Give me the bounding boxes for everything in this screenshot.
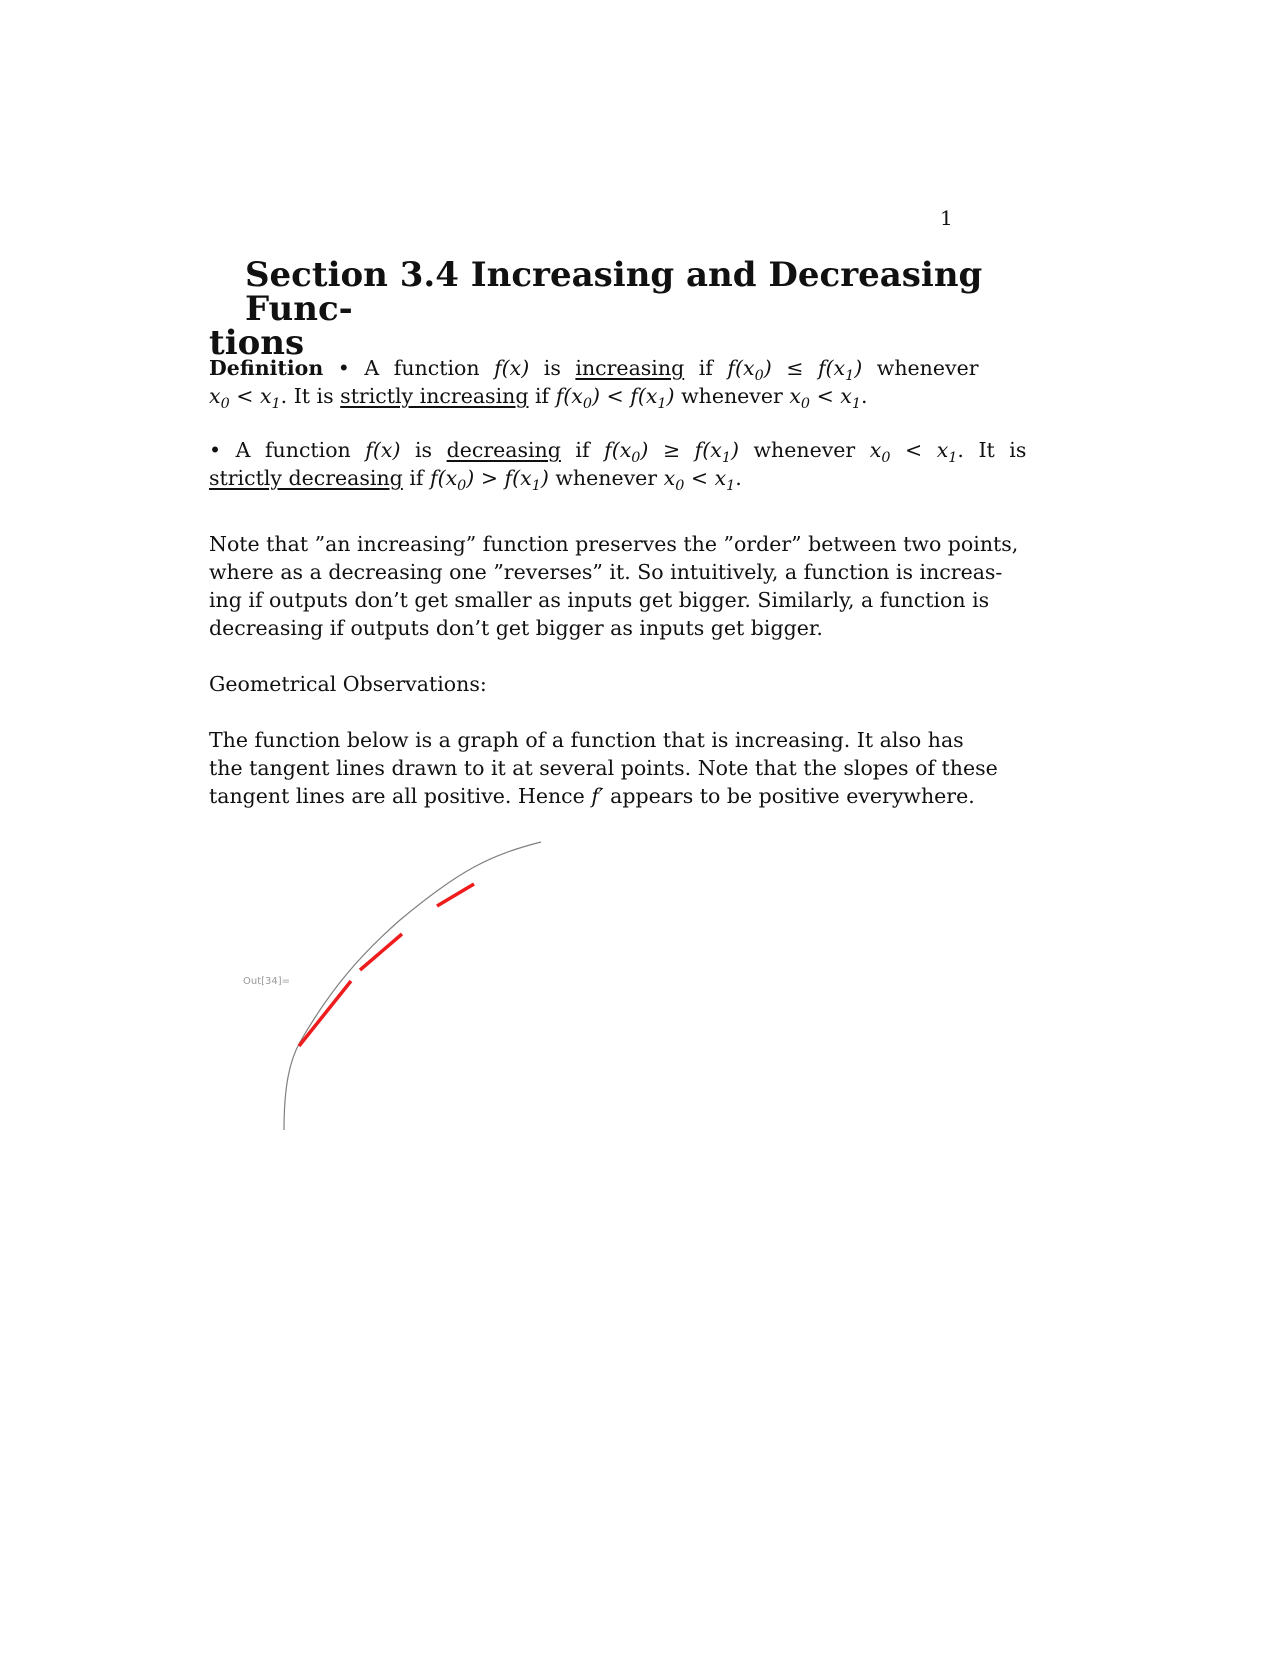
note-line-2: where as a decreasing one ”reverses” it. So intuitively, a function is increas- — [209, 560, 1003, 584]
text: if — [409, 466, 424, 490]
math-lt: < — [236, 384, 254, 408]
definition-label: Definition — [209, 356, 324, 380]
observation-line-1: The function below is a graph of a function that is increasing. It also has — [209, 728, 964, 752]
math-f-x0: $f(x_0)$ — [555, 384, 600, 413]
section-title-line-2: tions — [209, 323, 305, 363]
text: A function — [235, 438, 351, 462]
text: is — [543, 356, 561, 380]
note-line-4: decreasing if outputs don’t get bigger as inputs get bigger. — [209, 616, 823, 640]
math-x0: $x_0$ — [663, 466, 685, 495]
math-x1: $x_1$ — [936, 438, 958, 467]
text: is — [414, 438, 433, 462]
text: if — [575, 438, 590, 462]
heading-text: Geometrical Observations: — [209, 672, 487, 696]
bullet: • — [209, 438, 222, 462]
math-x1: $x_1$ — [714, 466, 736, 495]
definition-decreasing-line-2: strictly decreasing if $f(x_0) > f(x_1)$ whenever $x_0 < x_1$. — [209, 466, 742, 495]
math-x1: $x_1$ — [840, 384, 861, 413]
math-lt: < — [904, 438, 923, 462]
math-lt: < — [606, 384, 624, 408]
term-strictly-decreasing: strictly decreasing — [209, 466, 403, 490]
page-number: 1 — [940, 206, 953, 230]
math-x0: $x_0$ — [869, 438, 891, 467]
section-title-line-1: Section 3.4 Increasing and Decreasing Func- — [245, 255, 983, 329]
math-f-x1: $f(x_1)$ — [694, 438, 739, 467]
bullet: • — [337, 356, 350, 380]
math-gt: > — [480, 466, 499, 490]
text: It is — [978, 438, 1027, 462]
math-fprime: f′ — [591, 784, 604, 808]
math-f-x1: $f(x_1)$ — [630, 384, 675, 413]
text: whenever — [555, 466, 658, 490]
math-fx: f(x) — [365, 438, 401, 462]
math-x1: $x_1$ — [259, 384, 281, 413]
math-x0: $x_0$ — [789, 384, 811, 413]
text: if — [698, 356, 713, 380]
observation-line-3: tangent lines are all positive. Hence f′ appears to be positive everywhere. — [209, 784, 975, 808]
note-line-1: Note that ”an increasing” function preserves the ”order” between two points, — [209, 532, 1019, 556]
text: A function — [364, 356, 480, 380]
math-x0: $x_0$ — [209, 384, 230, 413]
term-increasing: increasing — [575, 356, 685, 380]
function-curve — [284, 842, 541, 1130]
math-fx: f(x) — [494, 356, 530, 380]
text: whenever — [876, 356, 979, 380]
math-lt: < — [690, 466, 709, 490]
definition-decreasing-line-1: • A function f(x) is decreasing if $f(x_0) \ge f(x_1)$ whenever $x_0 < x_1$. It is — [209, 438, 1027, 467]
tangent-line-1 — [299, 981, 351, 1046]
math-f-x0: $f(x_0)$ — [604, 438, 649, 467]
math-leq: ≤ — [786, 356, 804, 380]
term-strictly-increasing: strictly increasing — [340, 384, 529, 408]
text: whenever — [753, 438, 856, 462]
text: It is — [293, 384, 334, 408]
output-label: Out[34]= — [243, 976, 291, 987]
definition-line-2: $x_0 < x_1$. It is strictly increasing if $f(x_0) < f(x_1)$ whenever $x_0 < x_1$. — [209, 384, 868, 413]
observation-line-2: the tangent lines drawn to it at several points. Note that the slopes of these — [209, 756, 998, 780]
math-f-x0: $f(x_0)$ — [727, 356, 772, 385]
math-geq: ≥ — [662, 438, 681, 462]
text: whenever — [681, 384, 783, 408]
note-line-3: ing if outputs don’t get smaller as inputs get bigger. Similarly, a function is — [209, 588, 990, 612]
math-f-x1: $f(x_1)$ — [504, 466, 549, 495]
text: if — [535, 384, 550, 408]
math-lt: < — [816, 384, 834, 408]
term-decreasing: decreasing — [446, 438, 561, 462]
math-f-x0: $f(x_0)$ — [430, 466, 475, 495]
math-f-x1: $f(x_1)$ — [817, 356, 863, 385]
